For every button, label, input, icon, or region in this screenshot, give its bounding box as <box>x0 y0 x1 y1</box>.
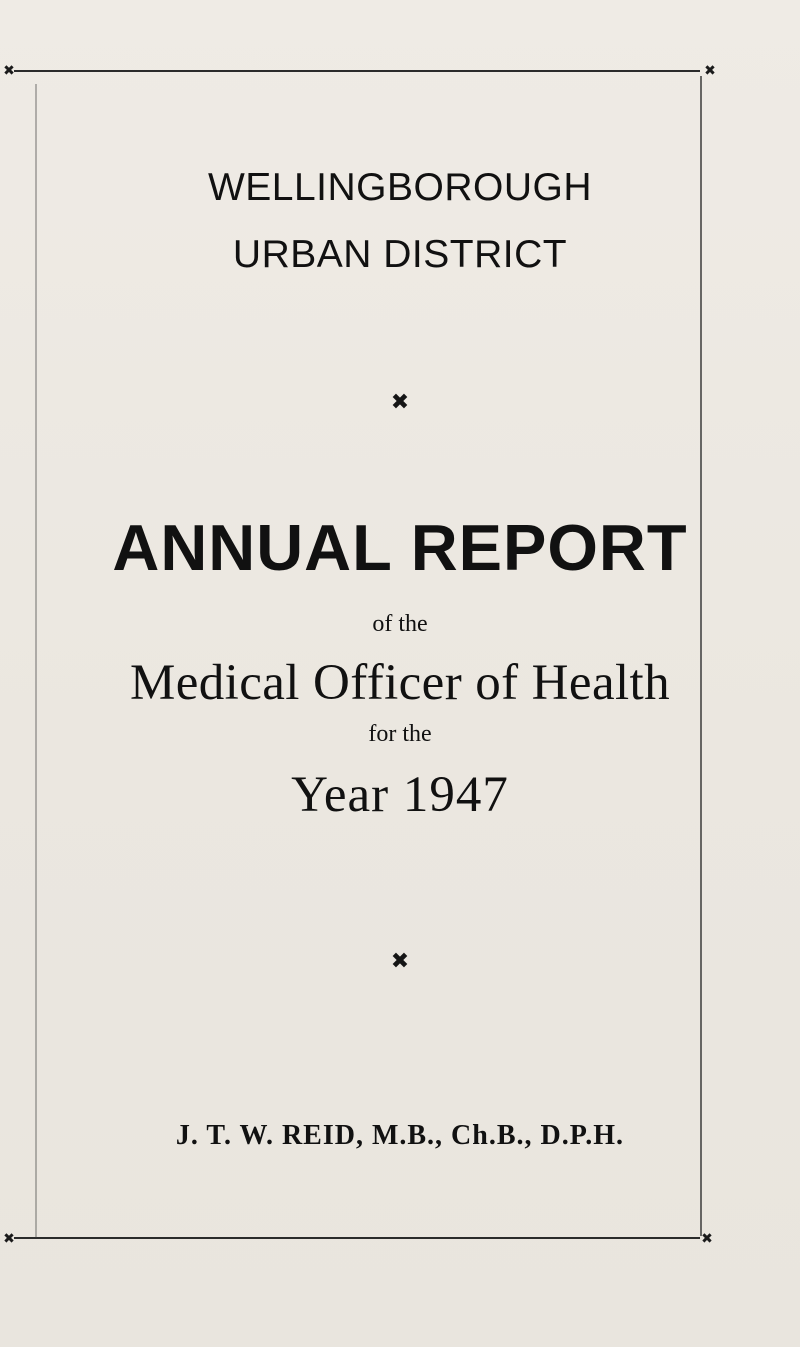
bottom-right-corner-ornament-icon: ✖ <box>701 1231 713 1247</box>
top-border-rule <box>14 70 700 72</box>
of-the-text: of the <box>372 611 428 637</box>
top-left-corner-ornament-icon: ✖ <box>3 63 15 79</box>
top-right-corner-ornament-icon: ✖ <box>704 63 716 79</box>
district-type-title: URBAN DISTRICT <box>232 233 568 276</box>
for-the-text: for the <box>368 721 432 747</box>
upper-cross-ornament-icon: ✖ <box>390 390 410 415</box>
bottom-left-corner-ornament-icon: ✖ <box>3 1231 15 1247</box>
bottom-border-rule <box>14 1237 700 1239</box>
author-credentials: J. T. W. REID, M.B., Ch.B., D.P.H. <box>175 1120 625 1151</box>
report-year: Year 1947 <box>291 767 509 823</box>
district-name-title: WELLINGBOROUGH <box>207 166 593 209</box>
lower-cross-ornament-icon: ✖ <box>390 949 410 974</box>
office-title: Medical Officer of Health <box>129 655 671 711</box>
report-heading: ANNUAL REPORT <box>112 511 688 584</box>
